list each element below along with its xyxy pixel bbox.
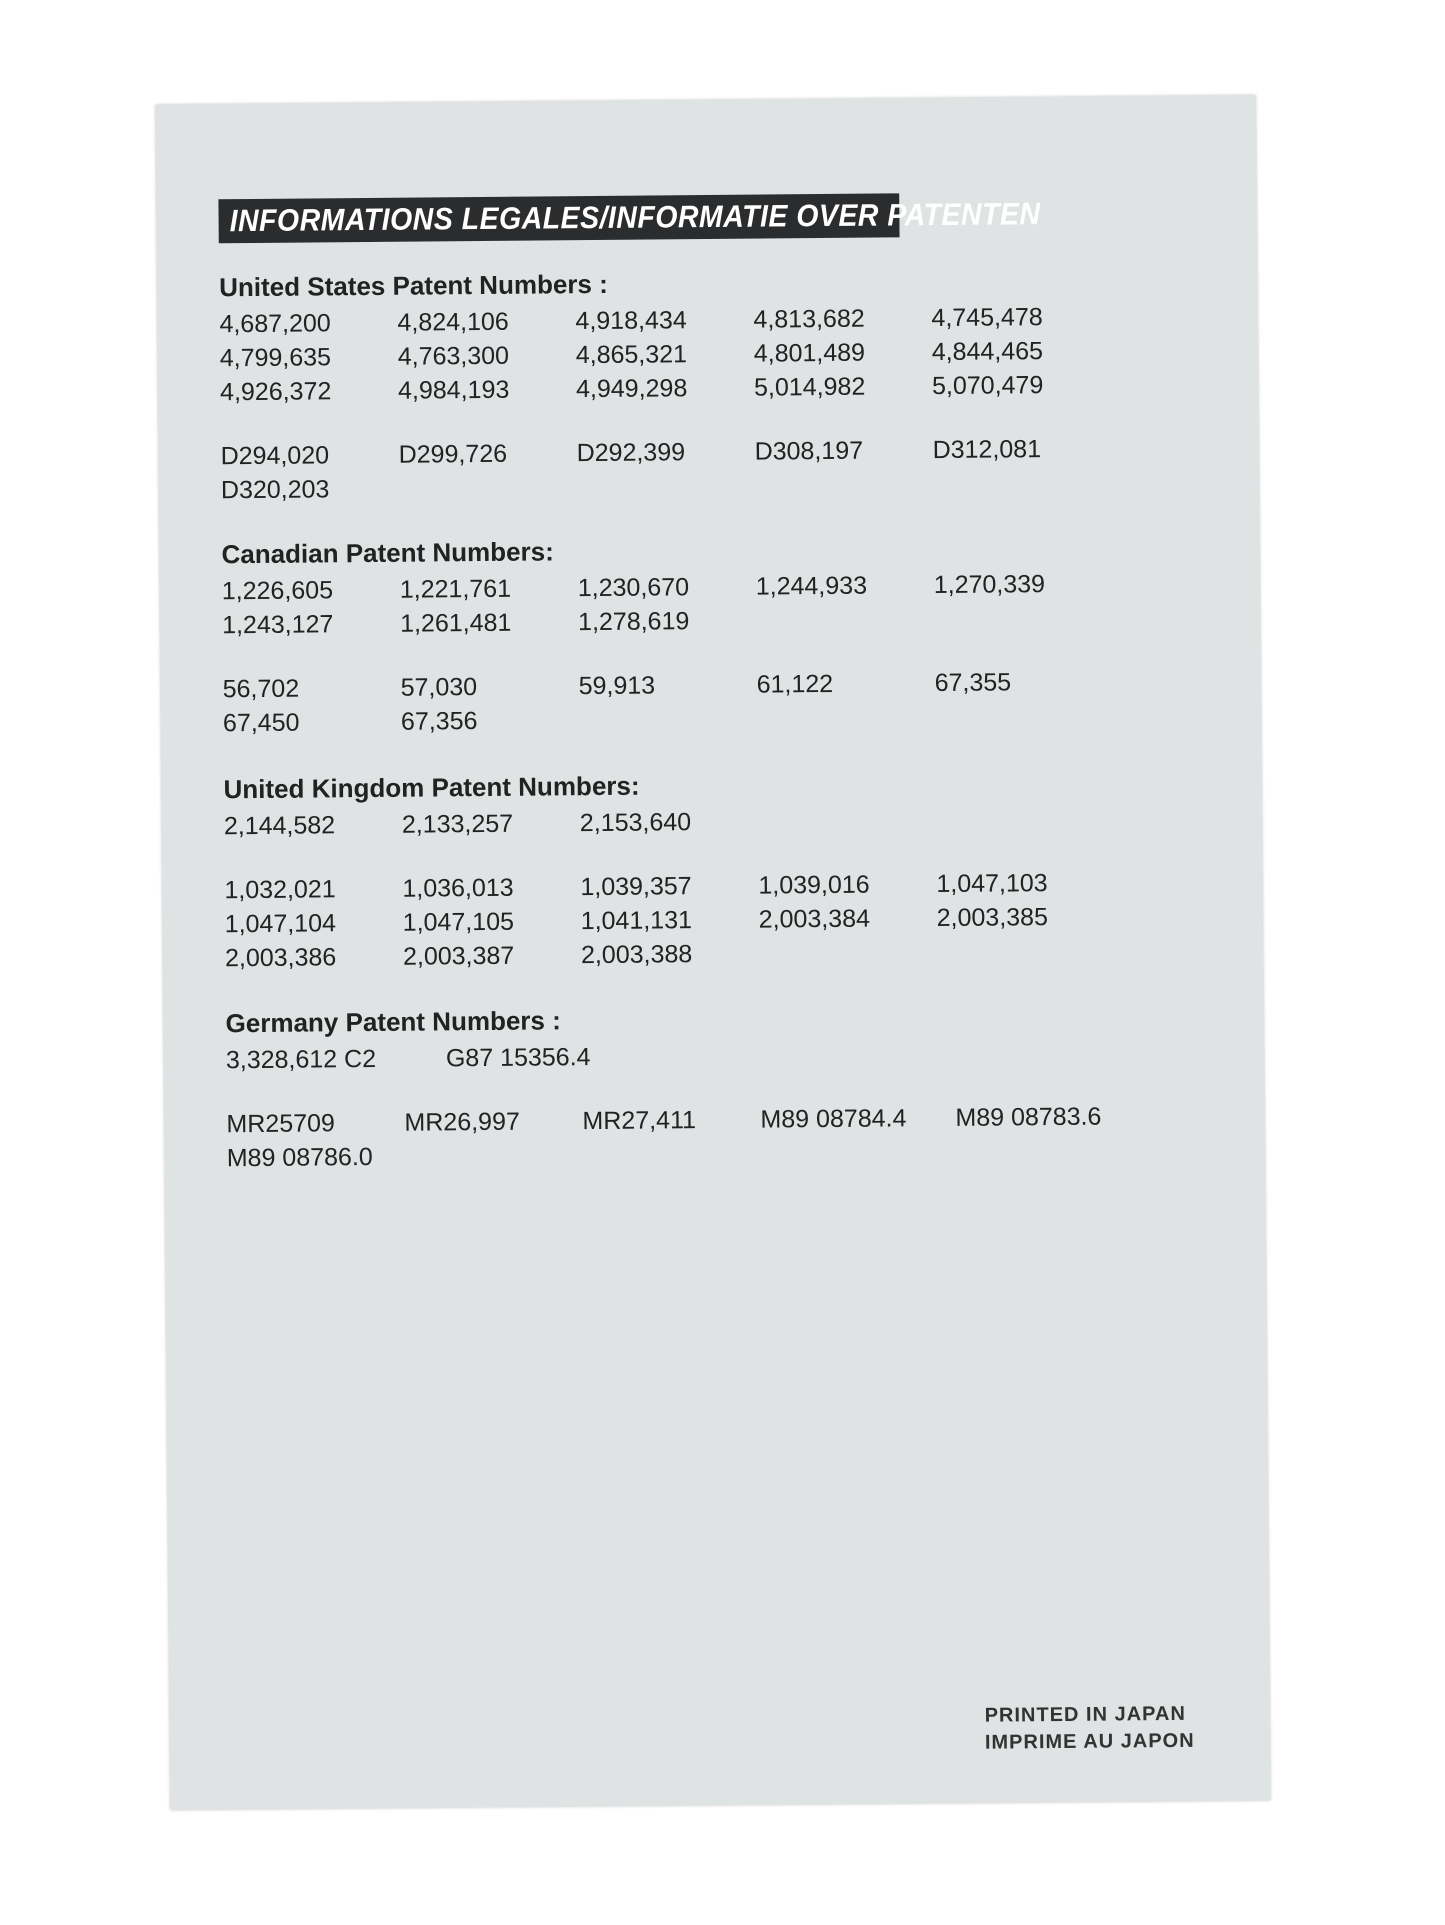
patent-number: 59,913 <box>578 671 656 701</box>
patent-number: 1,230,670 <box>577 573 690 603</box>
patent-number: 4,844,465 <box>931 337 1044 367</box>
patent-number: MR25709 <box>226 1109 336 1139</box>
patent-number: M89 08784.4 <box>760 1104 907 1134</box>
patent-number: 1,032,021 <box>224 875 336 905</box>
patent-number: 1,270,339 <box>933 570 1046 600</box>
patent-number: 1,036,013 <box>402 873 514 903</box>
patent-number: 1,047,103 <box>936 869 1048 899</box>
germany-patents-section <box>225 1000 1187 1207</box>
print-origin-note <box>985 1701 1195 1757</box>
patent-number: D299,726 <box>398 439 508 469</box>
us-patents-title: United States Patent Numbers : <box>219 268 608 303</box>
patent-number: 2,153,640 <box>579 808 692 838</box>
patent-number: 67,450 <box>222 708 300 738</box>
patent-number: 1,041,131 <box>580 906 693 936</box>
header-banner: INFORMATIONS LEGALES/INFORMATIE OVER PATENTEN <box>218 193 899 243</box>
patent-number: 67,355 <box>934 668 1012 698</box>
patent-number: 56,702 <box>222 674 300 704</box>
patent-number: 1,243,127 <box>222 610 334 640</box>
patent-number: 5,014,982 <box>753 372 866 402</box>
patent-number: G87 15356.4 <box>445 1043 591 1073</box>
patent-number: 4,824,106 <box>397 307 509 337</box>
germany-patents-title: Germany Patent Numbers : <box>225 1005 561 1039</box>
patent-number: 1,047,105 <box>402 907 515 937</box>
patent-number: 67,356 <box>400 707 478 736</box>
patent-number: 2,133,257 <box>401 809 514 839</box>
patent-number: 2,003,384 <box>758 904 871 934</box>
patent-number: 2,003,387 <box>402 941 515 971</box>
patent-number: 4,926,372 <box>219 377 332 407</box>
patent-number: 4,799,635 <box>219 343 332 373</box>
patent-number: 1,244,933 <box>755 571 868 601</box>
patent-number: 1,226,605 <box>221 576 334 606</box>
patent-number: 4,763,300 <box>397 341 510 371</box>
patent-number: 2,003,385 <box>936 903 1049 933</box>
patent-number: 61,122 <box>756 669 834 699</box>
patent-number: D320,203 <box>220 475 330 505</box>
patent-number: 4,801,489 <box>753 338 866 368</box>
patent-number: MR26,997 <box>404 1107 520 1137</box>
patent-number: 4,949,298 <box>575 374 688 404</box>
patent-number: 57,030 <box>400 673 478 702</box>
patent-number: D294,020 <box>220 441 330 471</box>
patent-number: 4,687,200 <box>219 309 331 339</box>
patent-number: 2,144,582 <box>223 811 336 841</box>
manual-page <box>156 95 1271 1810</box>
germany-design-patent-list <box>226 1101 1187 1173</box>
patent-number: 5,070,479 <box>931 371 1044 401</box>
canada-patents-title: Canadian Patent Numbers: <box>221 536 554 570</box>
patent-number: 4,865,321 <box>575 340 688 370</box>
patent-number: 1,039,357 <box>580 872 692 902</box>
patent-number: 4,813,682 <box>753 304 865 334</box>
canada-patents-section <box>221 531 1183 772</box>
patent-number: M89 08786.0 <box>226 1142 373 1173</box>
patent-number: 4,918,434 <box>575 306 687 336</box>
us-design-patent-list <box>221 433 1182 505</box>
uk-patents-section <box>223 766 1185 1007</box>
canada-design-patent-list <box>223 666 1184 738</box>
patent-number: MR27,411 <box>582 1106 697 1136</box>
patent-number: 3,328,612 C2 <box>225 1044 377 1075</box>
us-patents-section <box>219 264 1181 539</box>
patent-number: 2,003,388 <box>580 940 693 970</box>
patent-number: 1,221,761 <box>399 574 512 604</box>
patent-number: 1,039,016 <box>758 870 870 900</box>
patent-number: D312,081 <box>932 435 1042 465</box>
patent-number: D292,399 <box>576 438 686 468</box>
printed-in-japan: PRINTED IN JAPAN <box>984 1702 1186 1727</box>
patent-number: D308,197 <box>754 436 864 466</box>
patent-number: 4,984,193 <box>397 375 510 405</box>
patent-number: 1,047,104 <box>224 909 337 939</box>
us-patent-list <box>219 301 1180 407</box>
patent-number: 4,745,478 <box>931 303 1043 333</box>
canada-patent-list <box>222 568 1183 640</box>
patent-number: M89 08783.6 <box>955 1102 1102 1132</box>
uk-design-patent-list <box>224 867 1185 973</box>
imprime-au-japon: IMPRIME AU JAPON <box>984 1729 1195 1754</box>
uk-patents-title: United Kingdom Patent Numbers: <box>223 770 640 805</box>
patent-number: 1,261,481 <box>399 608 512 638</box>
patent-number: 2,003,386 <box>224 943 337 973</box>
uk-patent-list <box>224 803 1184 841</box>
patent-number: 1,278,619 <box>577 607 690 637</box>
germany-patent-list <box>226 1037 1186 1075</box>
